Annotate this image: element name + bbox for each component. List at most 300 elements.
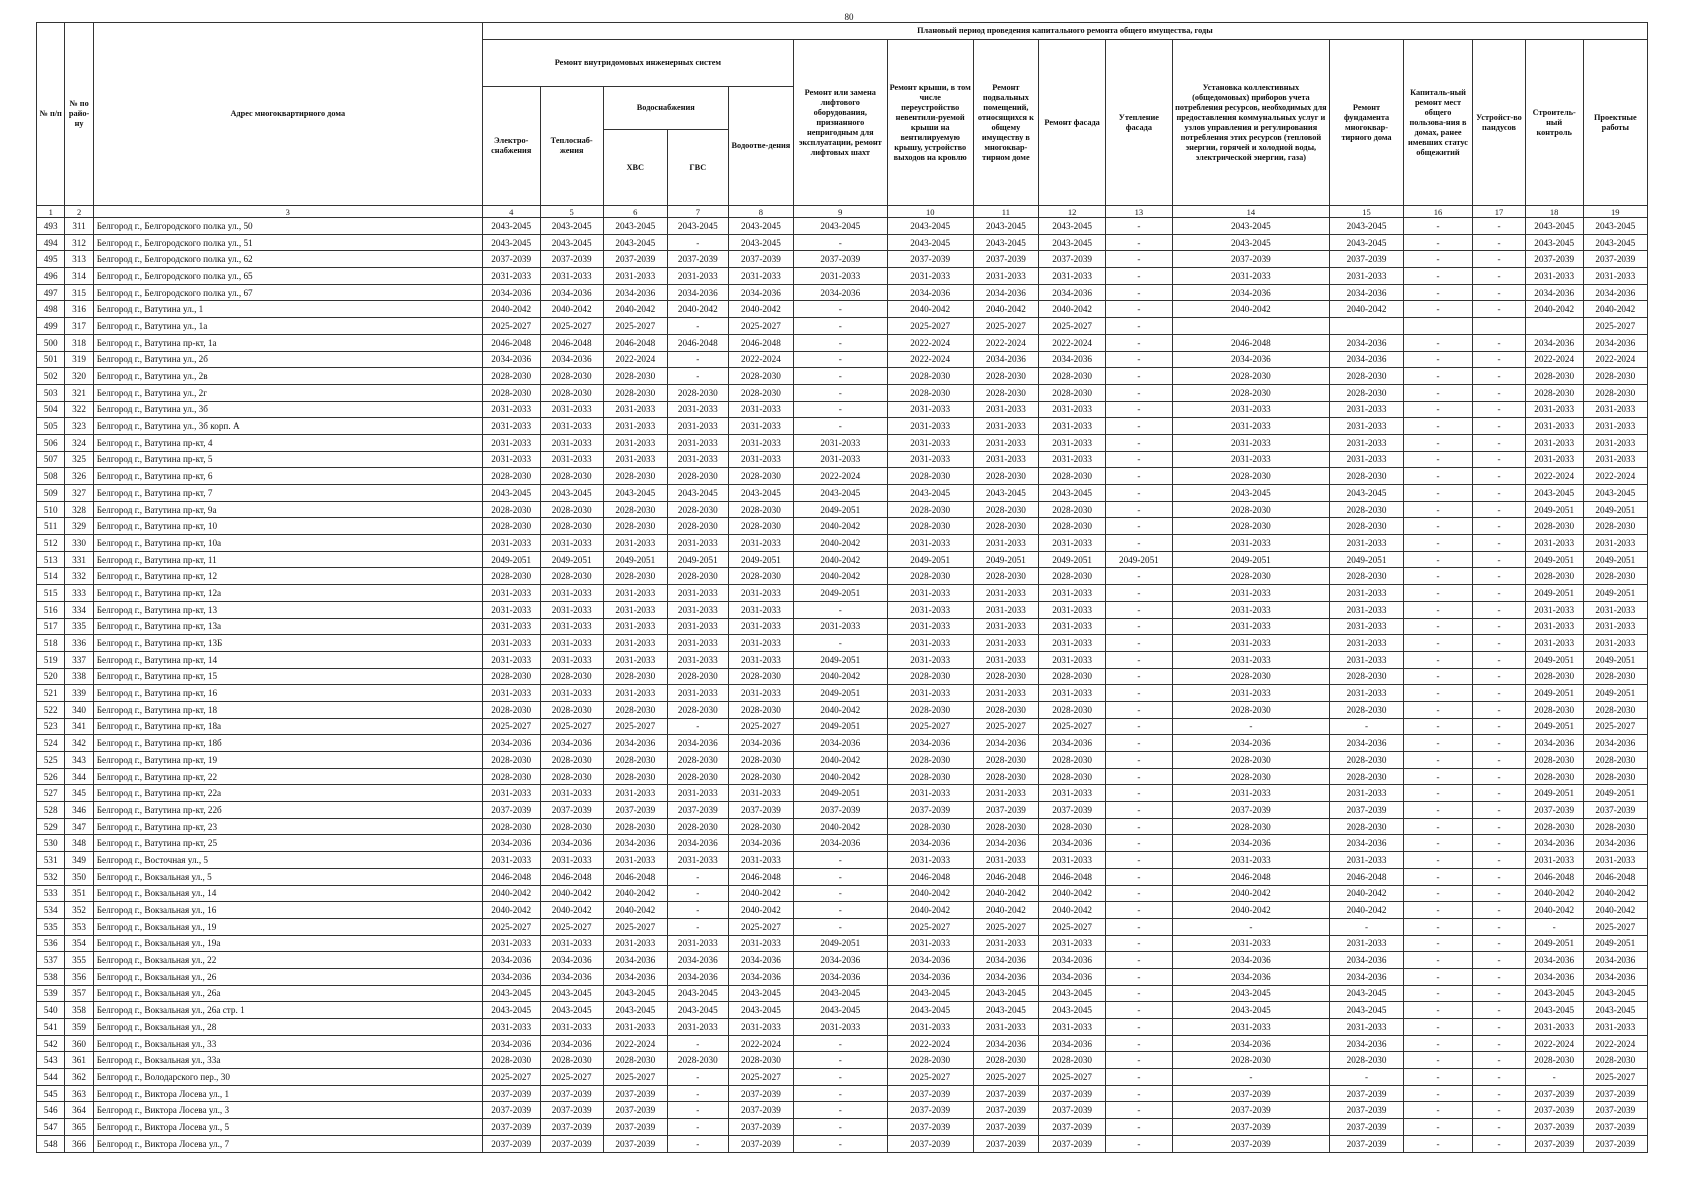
row-number: 499 [37,318,65,335]
row-period-cell: 2037-2039 [1038,1135,1105,1152]
table-row [37,268,1648,285]
row-period-cell: 2037-2039 [540,1102,603,1119]
row-period-cell: 2043-2045 [1525,485,1583,502]
row-period-cell: - [1473,835,1526,852]
row-number: 509 [37,485,65,502]
row-period-cell: 2040-2042 [1172,885,1330,902]
row-period-cell: 2043-2045 [1525,234,1583,251]
row-period-cell: 2037-2039 [540,251,603,268]
row-period-cell: 2040-2042 [540,301,603,318]
row-period-cell: 2031-2033 [1525,535,1583,552]
row-period-cell: 2049-2051 [1583,501,1647,518]
row-number: 510 [37,501,65,518]
row-district-number: 329 [65,518,93,535]
row-period-cell: 2028-2030 [1330,384,1404,401]
row-period-cell: 2031-2033 [1038,601,1105,618]
row-period-cell: 2031-2033 [1525,852,1583,869]
row-district-number: 319 [65,351,93,368]
row-period-cell: 2028-2030 [973,701,1038,718]
row-period-cell: - [1106,434,1172,451]
row-period-cell: 2043-2045 [1330,234,1404,251]
row-period-cell: 2031-2033 [973,1019,1038,1036]
row-period-cell: 2037-2039 [482,1135,540,1152]
table-row [37,601,1648,618]
row-period-cell: 2031-2033 [603,618,667,635]
row-period-cell: - [1106,635,1172,652]
row-district-number: 362 [65,1069,93,1086]
row-period-cell: 2034-2036 [1330,952,1404,969]
row-period-cell: 2037-2039 [973,1102,1038,1119]
row-period-cell: 2043-2045 [1583,1002,1647,1019]
row-period-cell: - [1106,301,1172,318]
row-period-cell: 2028-2030 [887,368,973,385]
row-period-cell: 2025-2027 [540,718,603,735]
row-period-cell: 2034-2036 [973,835,1038,852]
row-period-cell: 2028-2030 [973,368,1038,385]
row-period-cell: 2031-2033 [540,535,603,552]
row-period-cell: 2046-2048 [1172,334,1330,351]
row-address: Белгород г., Ватутина пр-кт, 18 [93,701,482,718]
row-period-cell: 2049-2051 [1583,685,1647,702]
row-period-cell: 2031-2033 [1038,935,1105,952]
row-period-cell: 2049-2051 [1525,935,1583,952]
row-district-number: 339 [65,685,93,702]
row-period-cell: - [1473,384,1526,401]
row-number: 514 [37,568,65,585]
row-period-cell: 2031-2033 [973,401,1038,418]
row-period-cell: 2034-2036 [794,835,888,852]
row-period-cell: 2031-2033 [728,685,793,702]
row-period-cell: 2028-2030 [1038,518,1105,535]
row-period-cell: 2025-2027 [728,1069,793,1086]
row-period-cell: 2028-2030 [728,468,793,485]
row-period-cell: 2037-2039 [1172,1085,1330,1102]
row-period-cell: 2037-2039 [887,1102,973,1119]
row-period-cell: 2028-2030 [1172,668,1330,685]
row-period-cell: - [1473,334,1526,351]
row-period-cell: 2034-2036 [603,284,667,301]
row-period-cell: 2028-2030 [1038,468,1105,485]
row-period-cell: 2043-2045 [1583,485,1647,502]
row-district-number: 361 [65,1052,93,1069]
row-period-cell: 2028-2030 [1172,384,1330,401]
row-district-number: 366 [65,1135,93,1152]
row-period-cell: 2043-2045 [1038,985,1105,1002]
row-period-cell: 2040-2042 [482,885,540,902]
row-period-cell: 2031-2033 [1330,618,1404,635]
row-period-cell: 2028-2030 [887,701,973,718]
row-period-cell: 2043-2045 [794,485,888,502]
row-period-cell: 2031-2033 [540,1019,603,1036]
row-period-cell: 2028-2030 [728,568,793,585]
row-period-cell: 2037-2039 [1330,802,1404,819]
row-district-number: 346 [65,802,93,819]
row-period-cell: - [667,318,728,335]
row-period-cell: 2049-2051 [1525,685,1583,702]
row-period-cell: 2028-2030 [1525,768,1583,785]
row-period-cell: 2031-2033 [887,451,973,468]
row-period-cell: - [1106,501,1172,518]
row-address: Белгород г., Ватутина пр-кт, 4 [93,434,482,451]
row-period-cell: 2049-2051 [482,551,540,568]
row-period-cell: 2028-2030 [887,818,973,835]
row-address: Белгород г., Вокзальная ул., 19 [93,918,482,935]
row-period-cell: 2040-2042 [1525,301,1583,318]
row-period-cell: 2031-2033 [1525,418,1583,435]
row-period-cell: 2043-2045 [728,985,793,1002]
row-period-cell: 2031-2033 [1038,635,1105,652]
table-row [37,384,1648,401]
row-period-cell: 2031-2033 [667,935,728,952]
row-period-cell: 2028-2030 [482,568,540,585]
row-district-number: 336 [65,635,93,652]
row-period-cell: 2031-2033 [540,418,603,435]
row-district-number: 320 [65,368,93,385]
row-period-cell: - [1473,735,1526,752]
row-period-cell: 2028-2030 [540,752,603,769]
row-address: Белгород г., Ватутина пр-кт, 10а [93,535,482,552]
row-district-number: 324 [65,434,93,451]
row-period-cell: - [1403,284,1472,301]
row-period-cell: - [1106,768,1172,785]
row-period-cell: 2028-2030 [667,468,728,485]
row-number: 531 [37,852,65,869]
row-period-cell [1172,318,1330,335]
row-period-cell: 2037-2039 [728,251,793,268]
row-period-cell: 2031-2033 [887,685,973,702]
column-number: 5 [540,206,603,218]
row-period-cell: 2028-2030 [1330,668,1404,685]
row-district-number: 312 [65,234,93,251]
row-period-cell: 2025-2027 [603,718,667,735]
table-row [37,902,1648,919]
row-period-cell: 2031-2033 [603,268,667,285]
table-row [37,968,1648,985]
row-period-cell: 2031-2033 [973,535,1038,552]
row-period-cell: - [667,1069,728,1086]
row-district-number: 333 [65,585,93,602]
row-period-cell: - [1106,218,1172,235]
row-period-cell: - [1473,501,1526,518]
row-period-cell: - [1403,334,1472,351]
row-period-cell: 2034-2036 [1172,351,1330,368]
row-address: Белгород г., Ватутина ул., 2в [93,368,482,385]
row-period-cell: 2049-2051 [1525,651,1583,668]
row-period-cell: 2040-2042 [540,885,603,902]
row-period-cell: - [1473,802,1526,819]
row-period-cell: - [1403,1135,1472,1152]
row-period-cell: 2037-2039 [1172,1135,1330,1152]
row-number: 494 [37,234,65,251]
row-period-cell: 2031-2033 [603,651,667,668]
row-period-cell: 2025-2027 [973,718,1038,735]
row-period-cell: - [1403,785,1472,802]
row-period-cell: 2025-2027 [482,718,540,735]
row-period-cell: 2022-2024 [887,351,973,368]
row-period-cell: 2028-2030 [1038,1052,1105,1069]
row-period-cell: - [1403,601,1472,618]
row-period-cell: 2025-2027 [540,918,603,935]
row-district-number: 338 [65,668,93,685]
header-engineering-systems: Ремонт внутридомовых инженерных систем [482,40,793,87]
row-period-cell: 2049-2051 [794,718,888,735]
row-period-cell: 2046-2048 [603,868,667,885]
row-period-cell: 2046-2048 [667,334,728,351]
row-period-cell: 2031-2033 [1583,268,1647,285]
row-period-cell: 2031-2033 [1525,635,1583,652]
row-period-cell: 2031-2033 [1330,434,1404,451]
row-district-number: 344 [65,768,93,785]
row-address: Белгород г., Белгородского полка ул., 62 [93,251,482,268]
row-period-cell: 2037-2039 [482,251,540,268]
row-period-cell: 2034-2036 [540,284,603,301]
row-period-cell: - [1403,434,1472,451]
row-period-cell: 2031-2033 [1330,935,1404,952]
row-period-cell: - [1106,785,1172,802]
table-row [37,468,1648,485]
row-period-cell: 2034-2036 [1330,351,1404,368]
row-period-cell: 2028-2030 [667,818,728,835]
row-address: Белгород г., Виктора Лосева ул., 7 [93,1135,482,1152]
row-period-cell: 2031-2033 [887,785,973,802]
row-period-cell: 2028-2030 [540,384,603,401]
row-period-cell: 2034-2036 [1525,835,1583,852]
row-period-cell: 2043-2045 [728,218,793,235]
row-period-cell: 2037-2039 [1330,251,1404,268]
row-period-cell: 2028-2030 [1038,818,1105,835]
table-row [37,234,1648,251]
row-period-cell: 2031-2033 [540,601,603,618]
row-period-cell: 2028-2030 [1038,752,1105,769]
row-address: Белгород г., Белгородского полка ул., 65 [93,268,482,285]
row-period-cell: 2028-2030 [1525,752,1583,769]
table-row [37,1085,1648,1102]
row-period-cell: 2043-2045 [667,1002,728,1019]
row-address: Белгород г., Ватутина пр-кт, 15 [93,668,482,685]
row-period-cell: 2034-2036 [1172,735,1330,752]
row-period-cell: 2046-2048 [482,868,540,885]
row-period-cell: 2022-2024 [1583,351,1647,368]
row-district-number: 311 [65,218,93,235]
row-period-cell: - [667,902,728,919]
row-number: 495 [37,251,65,268]
row-period-cell: 2037-2039 [603,251,667,268]
row-address: Белгород г., Вокзальная ул., 33 [93,1035,482,1052]
table-row [37,685,1648,702]
row-period-cell: 2049-2051 [603,551,667,568]
row-period-cell: 2028-2030 [603,501,667,518]
row-period-cell: 2046-2048 [603,334,667,351]
row-period-cell: 2043-2045 [887,218,973,235]
row-period-cell: 2028-2030 [1172,568,1330,585]
row-district-number: 331 [65,551,93,568]
row-address: Белгород г., Ватутина пр-кт, 9а [93,501,482,518]
row-period-cell: 2034-2036 [1172,1035,1330,1052]
row-period-cell: 2031-2033 [540,651,603,668]
table-row [37,785,1648,802]
row-period-cell: 2040-2042 [794,701,888,718]
row-period-cell: - [1106,618,1172,635]
row-period-cell: 2028-2030 [1330,818,1404,835]
row-district-number: 315 [65,284,93,301]
row-period-cell: 2040-2042 [794,668,888,685]
row-period-cell: 2028-2030 [1525,818,1583,835]
row-period-cell: 2043-2045 [794,1002,888,1019]
row-period-cell: - [1106,1085,1172,1102]
row-period-cell: 2025-2027 [887,718,973,735]
row-period-cell: - [794,234,888,251]
row-period-cell: 2034-2036 [540,968,603,985]
row-period-cell: 2049-2051 [1106,551,1172,568]
row-period-cell: 2025-2027 [728,718,793,735]
row-period-cell: 2037-2039 [482,802,540,819]
row-period-cell: 2040-2042 [1525,902,1583,919]
row-period-cell: 2037-2039 [1172,251,1330,268]
row-period-cell: 2028-2030 [603,818,667,835]
row-period-cell: 2043-2045 [1038,1002,1105,1019]
row-period-cell: - [1330,918,1404,935]
row-period-cell: - [1403,1085,1472,1102]
row-period-cell: 2028-2030 [1172,518,1330,535]
row-period-cell: 2025-2027 [1038,718,1105,735]
row-period-cell: 2031-2033 [540,618,603,635]
row-period-cell: 2028-2030 [540,768,603,785]
column-number: 13 [1106,206,1172,218]
row-period-cell: - [1473,968,1526,985]
row-period-cell: 2028-2030 [973,518,1038,535]
row-period-cell: 2031-2033 [603,852,667,869]
row-period-cell: 2031-2033 [1583,418,1647,435]
row-number: 525 [37,752,65,769]
row-address: Белгород г., Ватутина пр-кт, 7 [93,485,482,502]
row-period-cell: 2022-2024 [728,351,793,368]
row-period-cell: 2028-2030 [1583,701,1647,718]
row-period-cell: 2034-2036 [1583,284,1647,301]
row-period-cell: 2025-2027 [482,318,540,335]
row-period-cell: - [1473,568,1526,585]
row-period-cell: - [1106,718,1172,735]
row-period-cell: 2031-2033 [482,535,540,552]
row-period-cell: - [1106,518,1172,535]
row-period-cell: - [1473,1135,1526,1152]
row-period-cell: 2043-2045 [1172,218,1330,235]
row-period-cell: 2037-2039 [482,1102,540,1119]
row-period-cell: - [1473,902,1526,919]
row-period-cell: 2031-2033 [603,635,667,652]
row-period-cell: - [794,1119,888,1136]
row-period-cell: 2043-2045 [1330,218,1404,235]
row-period-cell: 2034-2036 [603,835,667,852]
row-period-cell: 2034-2036 [1583,835,1647,852]
row-period-cell: 2037-2039 [1583,251,1647,268]
row-period-cell: 2022-2024 [728,1035,793,1052]
row-address: Белгород г., Ватутина пр-кт, 13 [93,601,482,618]
row-period-cell: 2037-2039 [887,251,973,268]
row-period-cell: - [1473,418,1526,435]
row-period-cell: 2031-2033 [540,635,603,652]
row-period-cell: - [1403,985,1472,1002]
row-period-cell: - [794,1085,888,1102]
row-period-cell: - [1106,568,1172,585]
row-period-cell: 2040-2042 [1583,902,1647,919]
row-number: 543 [37,1052,65,1069]
row-period-cell: 2022-2024 [1583,1035,1647,1052]
row-period-cell: - [1403,301,1472,318]
row-period-cell: 2040-2042 [1583,301,1647,318]
row-period-cell: 2034-2036 [973,968,1038,985]
row-period-cell: 2028-2030 [728,818,793,835]
row-period-cell: 2022-2024 [1525,1035,1583,1052]
row-period-cell: 2043-2045 [728,234,793,251]
row-period-cell: 2031-2033 [1172,1019,1330,1036]
row-address: Белгород г., Ватутина пр-кт, 5 [93,451,482,468]
row-period-cell: 2034-2036 [482,735,540,752]
row-period-cell: 2040-2042 [1038,885,1105,902]
row-period-cell: 2031-2033 [482,852,540,869]
row-period-cell: 2037-2039 [728,1085,793,1102]
row-period-cell: 2043-2045 [1172,234,1330,251]
table-row [37,735,1648,752]
row-period-cell: 2040-2042 [794,568,888,585]
row-period-cell: - [1473,868,1526,885]
row-period-cell: 2034-2036 [1330,334,1404,351]
row-period-cell: 2028-2030 [540,818,603,835]
row-period-cell: 2037-2039 [973,1119,1038,1136]
table-row [37,1035,1648,1052]
row-period-cell: 2031-2033 [1038,268,1105,285]
row-address: Белгород г., Ватутина пр-кт, 18б [93,735,482,752]
row-period-cell: 2040-2042 [973,902,1038,919]
row-number: 520 [37,668,65,685]
row-period-cell: - [1172,918,1330,935]
row-period-cell: - [1403,1002,1472,1019]
row-period-cell: 2031-2033 [1172,535,1330,552]
row-period-cell: - [1403,551,1472,568]
row-number: 546 [37,1102,65,1119]
row-period-cell: 2043-2045 [887,234,973,251]
header-drainage: Водоотве-дения [728,87,793,206]
row-period-cell: 2031-2033 [1038,434,1105,451]
row-period-cell: - [667,1085,728,1102]
row-period-cell: 2028-2030 [540,368,603,385]
row-period-cell: 2028-2030 [1330,518,1404,535]
row-period-cell: 2031-2033 [887,401,973,418]
row-period-cell: 2031-2033 [540,434,603,451]
row-period-cell: - [1106,1019,1172,1036]
row-district-number: 316 [65,301,93,318]
row-number: 516 [37,601,65,618]
row-period-cell: 2031-2033 [1038,685,1105,702]
row-period-cell: - [1473,701,1526,718]
row-address: Белгород г., Ватутина пр-кт, 11 [93,551,482,568]
column-number: 2 [65,206,93,218]
row-period-cell: 2031-2033 [1172,401,1330,418]
row-period-cell: - [1473,668,1526,685]
row-number: 522 [37,701,65,718]
row-period-cell: 2031-2033 [540,685,603,702]
row-period-cell: 2037-2039 [1583,1102,1647,1119]
row-period-cell: - [1403,768,1472,785]
row-period-cell: - [1106,1069,1172,1086]
header-elevator: Ремонт или замена лифтового оборудования, признанного непригодным для эксплуатации, ремонт лифтовых шахт [794,40,888,206]
column-number: 16 [1403,206,1472,218]
row-number: 501 [37,351,65,368]
row-period-cell: - [1473,518,1526,535]
row-period-cell: - [1106,468,1172,485]
row-period-cell: 2031-2033 [603,585,667,602]
row-period-cell: 2031-2033 [973,685,1038,702]
row-period-cell: 2031-2033 [482,418,540,435]
